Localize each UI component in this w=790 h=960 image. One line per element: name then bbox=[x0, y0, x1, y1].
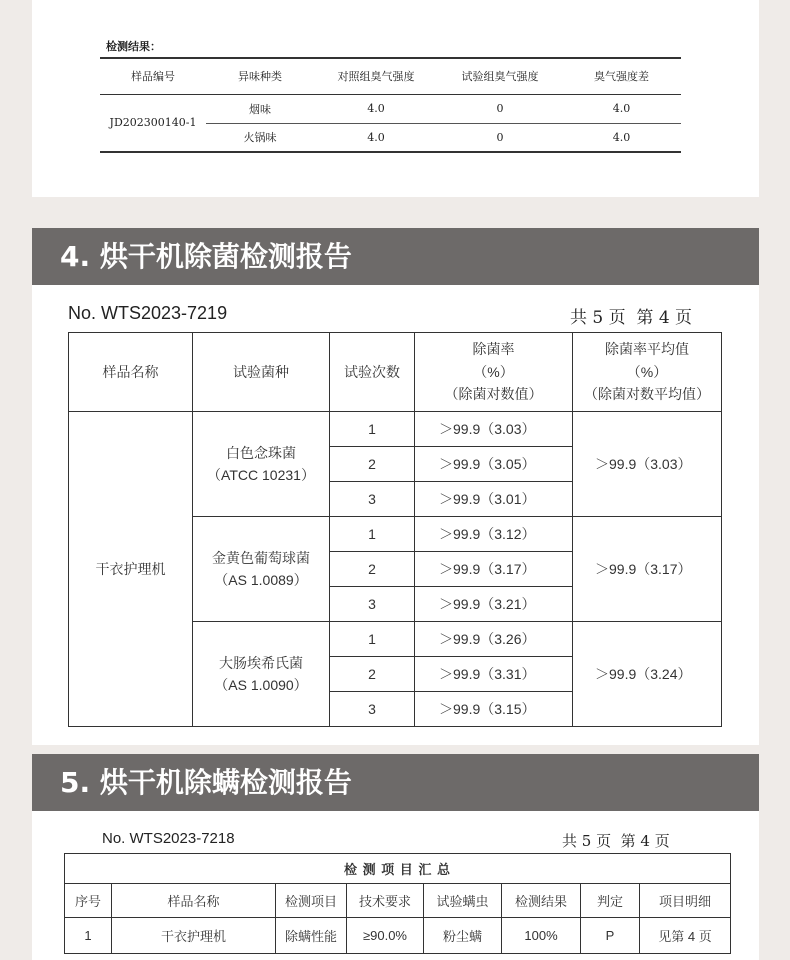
rate-cell: ＞99.9（3.05） bbox=[415, 447, 573, 482]
header-test-item: 检测项目 bbox=[276, 884, 347, 918]
header-test-strength: 试验组臭气强度 bbox=[461, 70, 539, 84]
header-strain: 试验菌种 bbox=[193, 333, 330, 412]
section5-title: 5. 烘干机除螨检测报告 bbox=[60, 766, 352, 799]
section4-page-info: 共 5 页 第 4 页 bbox=[570, 308, 693, 328]
header-odor-type: 异味种类 bbox=[238, 70, 282, 84]
odor-type-cell: 火锅味 bbox=[243, 131, 277, 145]
trial-cell: 3 bbox=[330, 692, 415, 727]
rate-cell: ＞99.9（3.21） bbox=[415, 587, 573, 622]
average-cell: ＞99.9（3.03） bbox=[573, 412, 722, 517]
header-sample-id: 样品编号 bbox=[131, 70, 175, 84]
summary-title: 检 测 项 目 汇 总 bbox=[65, 854, 731, 884]
result-cell: 100% bbox=[502, 918, 581, 954]
detail-cell: 见第 4 页 bbox=[640, 918, 731, 954]
sterilization-table bbox=[68, 332, 722, 727]
mite-summary-table bbox=[64, 853, 731, 954]
trial-cell: 2 bbox=[330, 657, 415, 692]
trial-cell: 3 bbox=[330, 482, 415, 517]
header-serial: 序号 bbox=[65, 884, 112, 918]
test-cell: 0 bbox=[496, 130, 504, 144]
header-sample-name: 样品名称 bbox=[112, 884, 276, 918]
trial-cell: 3 bbox=[330, 587, 415, 622]
sample-id-cell: JD202300140-1 bbox=[109, 116, 197, 130]
header-detail: 项目明细 bbox=[640, 884, 731, 918]
test-result-label: 检测结果： bbox=[106, 40, 161, 53]
strain-cell: 金黄色葡萄球菌 （AS 1.0089） bbox=[193, 517, 330, 622]
judgment-cell: P bbox=[581, 918, 640, 954]
requirement-cell: ≥90.0% bbox=[347, 918, 424, 954]
rate-cell: ＞99.9（3.01） bbox=[415, 482, 573, 517]
header-control-strength: 对照组臭气强度 bbox=[337, 70, 415, 84]
trial-cell: 1 bbox=[330, 412, 415, 447]
header-trial-count: 试验次数 bbox=[330, 333, 415, 412]
average-cell: ＞99.9（3.17） bbox=[573, 517, 722, 622]
header-requirement: 技术要求 bbox=[347, 884, 424, 918]
header-removal-average: 除菌率平均值 （%） （除菌对数平均值） bbox=[573, 333, 722, 412]
average-cell: ＞99.9（3.24） bbox=[573, 622, 722, 727]
section5-title-bar bbox=[32, 754, 759, 811]
table-row bbox=[100, 94, 681, 123]
rate-cell: ＞99.9（3.17） bbox=[415, 552, 573, 587]
header-judgment: 判定 bbox=[581, 884, 640, 918]
strain-cell: 白色念珠菌 （ATCC 10231） bbox=[193, 412, 330, 517]
diff-cell: 4.0 bbox=[562, 94, 681, 123]
odor-result-table bbox=[100, 57, 681, 153]
section4-report-number: No. WTS2023-7219 bbox=[68, 303, 228, 323]
odor-type-cell: 烟味 bbox=[206, 94, 314, 123]
rate-cell: ＞99.9（3.26） bbox=[415, 622, 573, 657]
rate-cell: ＞99.9（3.31） bbox=[415, 657, 573, 692]
trial-cell: 1 bbox=[330, 622, 415, 657]
rate-cell: ＞99.9（3.03） bbox=[415, 412, 573, 447]
section4-title-bar bbox=[32, 228, 759, 285]
header-test-mite: 试验螨虫 bbox=[424, 884, 502, 918]
trial-cell: 2 bbox=[330, 447, 415, 482]
header-sample-name: 样品名称 bbox=[69, 333, 193, 412]
sample-name-cell: 干衣护理机 bbox=[69, 412, 193, 727]
test-mite-cell: 粉尘螨 bbox=[424, 918, 502, 954]
rate-cell: ＞99.9（3.12） bbox=[415, 517, 573, 552]
serial-cell: 1 bbox=[65, 918, 112, 954]
header-result: 检测结果 bbox=[502, 884, 581, 918]
strain-cell: 大肠埃希氏菌 （AS 1.0090） bbox=[193, 622, 330, 727]
control-cell: 4.0 bbox=[314, 94, 438, 123]
section5-page-info: 共 5 页 第 4 页 bbox=[562, 832, 670, 850]
section5-report-number: No. WTS2023-7218 bbox=[102, 830, 235, 847]
table-row bbox=[69, 412, 722, 447]
sample-name-cell: 干衣护理机 bbox=[112, 918, 276, 954]
diff-cell: 4.0 bbox=[612, 130, 631, 144]
rate-cell: ＞99.9（3.15） bbox=[415, 692, 573, 727]
table-row bbox=[65, 918, 731, 954]
section4-title: 4. 烘干机除菌检测报告 bbox=[60, 240, 352, 273]
test-cell: 0 bbox=[438, 94, 562, 123]
trial-cell: 2 bbox=[330, 552, 415, 587]
test-item-cell: 除螨性能 bbox=[276, 918, 347, 954]
header-strength-diff: 臭气强度差 bbox=[594, 70, 649, 84]
trial-cell: 1 bbox=[330, 517, 415, 552]
header-removal-rate: 除菌率 （%） （除菌对数值） bbox=[415, 333, 573, 412]
control-cell: 4.0 bbox=[367, 130, 385, 144]
